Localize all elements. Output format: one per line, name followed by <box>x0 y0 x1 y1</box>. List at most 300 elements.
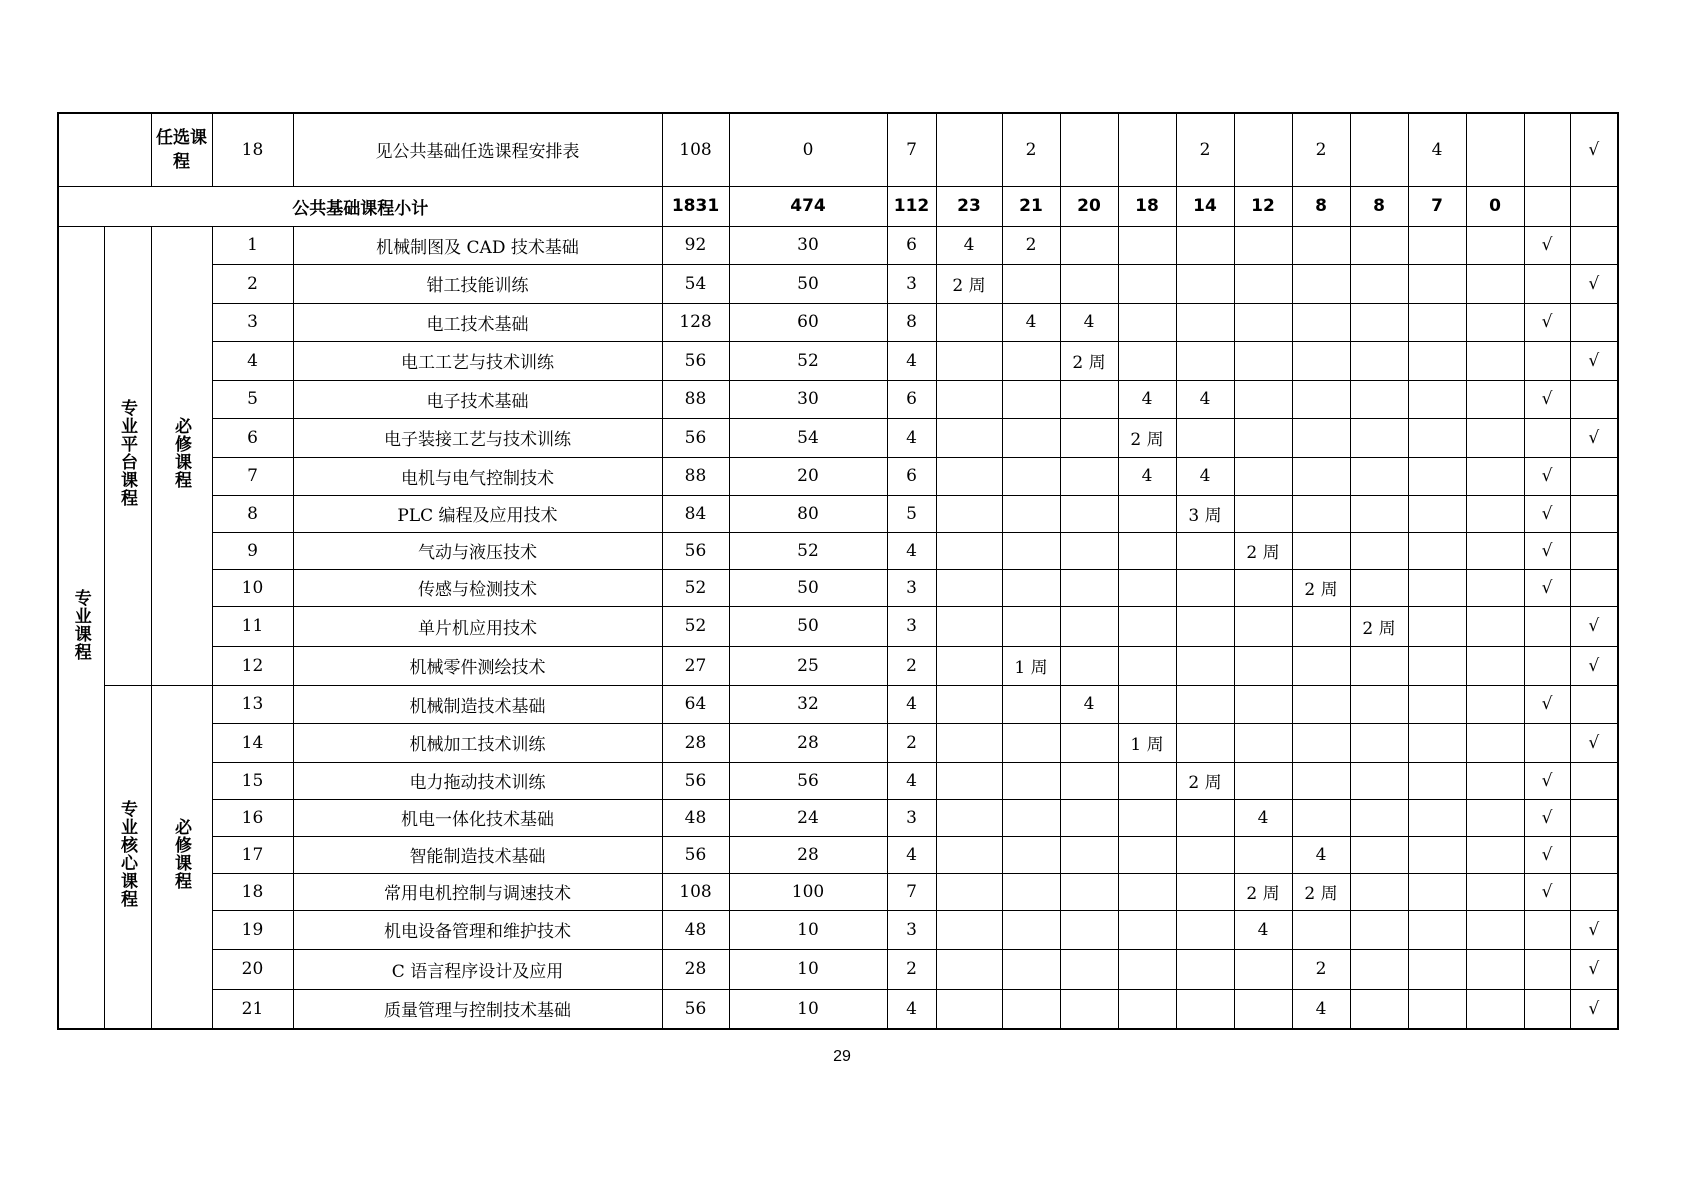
value-cell <box>1292 723 1350 762</box>
value-cell <box>1466 303 1524 341</box>
value-cell <box>1570 685 1618 723</box>
value-cell: 52 <box>662 569 729 606</box>
empty-cell <box>58 113 151 186</box>
course-name: 传感与检测技术 <box>293 569 662 606</box>
value-cell <box>1118 341 1176 380</box>
value-cell: 2 <box>887 949 936 989</box>
value-cell <box>1524 606 1570 646</box>
value-cell <box>936 799 1002 836</box>
course-no: 15 <box>212 762 293 799</box>
course-name: 电力拖动技术训练 <box>293 762 662 799</box>
value-cell <box>1350 264 1408 303</box>
value-cell: √ <box>1570 989 1618 1029</box>
value-cell <box>1524 723 1570 762</box>
value-cell: 84 <box>662 495 729 532</box>
value-cell <box>1350 989 1408 1029</box>
course-name: 单片机应用技术 <box>293 606 662 646</box>
value-cell: √ <box>1524 685 1570 723</box>
value-cell <box>936 949 1002 989</box>
value-cell <box>1118 226 1176 264</box>
value-cell: 20 <box>729 457 887 495</box>
elective-row <box>58 113 1618 186</box>
value-cell <box>1234 264 1292 303</box>
value-cell: 4 <box>1060 685 1118 723</box>
value-cell: 474 <box>729 186 887 226</box>
value-cell <box>1408 910 1466 949</box>
value-cell <box>1002 723 1060 762</box>
value-cell: 4 <box>887 685 936 723</box>
value-cell: 24 <box>729 799 887 836</box>
value-cell: √ <box>1570 606 1618 646</box>
value-cell <box>1292 495 1350 532</box>
value-cell <box>1002 495 1060 532</box>
table-row <box>58 226 1618 264</box>
value-cell: 7 <box>1408 186 1466 226</box>
value-cell: 4 <box>936 226 1002 264</box>
value-cell <box>1466 226 1524 264</box>
value-cell: 4 <box>1234 910 1292 949</box>
course-name: 机电一体化技术基础 <box>293 799 662 836</box>
value-cell <box>1176 799 1234 836</box>
value-cell <box>1350 799 1408 836</box>
value-cell <box>1060 762 1118 799</box>
value-cell <box>1350 341 1408 380</box>
value-cell <box>1234 836 1292 873</box>
value-cell <box>1350 949 1408 989</box>
value-cell: 4 <box>887 418 936 457</box>
value-cell: √ <box>1524 569 1570 606</box>
group-type-text: 必修课程 <box>171 417 191 489</box>
value-cell <box>1118 606 1176 646</box>
course-name: 机械加工技术训练 <box>293 723 662 762</box>
value-cell <box>1176 532 1234 569</box>
value-cell <box>1350 303 1408 341</box>
course-name: 见公共基础任选课程安排表 <box>293 113 662 186</box>
value-cell <box>1176 606 1234 646</box>
value-cell <box>1408 303 1466 341</box>
value-cell <box>1292 418 1350 457</box>
value-cell <box>936 762 1002 799</box>
value-cell: 2 <box>1292 949 1350 989</box>
value-cell: 2 周 <box>1292 569 1350 606</box>
value-cell <box>1002 989 1060 1029</box>
value-cell <box>1570 569 1618 606</box>
value-cell: 2 周 <box>1176 762 1234 799</box>
value-cell <box>1292 910 1350 949</box>
value-cell: 4 <box>887 532 936 569</box>
value-cell <box>1524 186 1570 226</box>
table-row <box>58 532 1618 569</box>
value-cell <box>1002 569 1060 606</box>
value-cell: 56 <box>662 341 729 380</box>
value-cell <box>1570 186 1618 226</box>
value-cell: 4 <box>1292 836 1350 873</box>
value-cell <box>1234 303 1292 341</box>
value-cell: 2 <box>1292 113 1350 186</box>
value-cell <box>1466 532 1524 569</box>
course-no: 20 <box>212 949 293 989</box>
value-cell: 3 <box>887 910 936 949</box>
value-cell: 48 <box>662 799 729 836</box>
value-cell <box>1118 303 1176 341</box>
value-cell <box>1524 264 1570 303</box>
value-cell: 7 <box>887 873 936 910</box>
section-label-text: 专业课程 <box>70 588 91 661</box>
value-cell: 20 <box>1060 186 1118 226</box>
value-cell <box>1234 380 1292 418</box>
value-cell <box>1176 723 1234 762</box>
page-number: 29 <box>833 1048 851 1065</box>
value-cell: 3 <box>887 569 936 606</box>
value-cell: 10 <box>729 910 887 949</box>
value-cell <box>1408 606 1466 646</box>
value-cell <box>1118 532 1176 569</box>
group-name <box>104 226 151 685</box>
value-cell <box>1350 226 1408 264</box>
value-cell: √ <box>1570 723 1618 762</box>
value-cell: √ <box>1570 949 1618 989</box>
value-cell <box>1002 457 1060 495</box>
value-cell <box>1118 836 1176 873</box>
value-cell <box>1002 910 1060 949</box>
value-cell: 52 <box>729 532 887 569</box>
value-cell <box>1292 341 1350 380</box>
value-cell <box>1570 836 1618 873</box>
course-name: 智能制造技术基础 <box>293 836 662 873</box>
value-cell <box>1466 264 1524 303</box>
value-cell: √ <box>1524 532 1570 569</box>
value-cell <box>1350 910 1408 949</box>
value-cell <box>1350 495 1408 532</box>
value-cell <box>1350 380 1408 418</box>
value-cell: 28 <box>729 836 887 873</box>
value-cell: √ <box>1524 762 1570 799</box>
value-cell: √ <box>1570 418 1618 457</box>
value-cell: 2 <box>1002 226 1060 264</box>
course-no: 14 <box>212 723 293 762</box>
table-row <box>58 569 1618 606</box>
value-cell <box>1350 457 1408 495</box>
value-cell: √ <box>1524 836 1570 873</box>
value-cell <box>1176 418 1234 457</box>
course-name: 钳工技能训练 <box>293 264 662 303</box>
value-cell <box>936 646 1002 685</box>
value-cell <box>1060 418 1118 457</box>
course-name: PLC 编程及应用技术 <box>293 495 662 532</box>
value-cell <box>1118 685 1176 723</box>
value-cell <box>1350 646 1408 685</box>
value-cell <box>1118 762 1176 799</box>
value-cell: √ <box>1570 646 1618 685</box>
table-row <box>58 264 1618 303</box>
value-cell <box>1350 762 1408 799</box>
value-cell <box>1060 380 1118 418</box>
value-cell <box>1292 264 1350 303</box>
value-cell: 4 <box>1408 113 1466 186</box>
value-cell: √ <box>1524 873 1570 910</box>
value-cell: 52 <box>662 606 729 646</box>
value-cell: √ <box>1524 457 1570 495</box>
course-no: 11 <box>212 606 293 646</box>
value-cell: 3 周 <box>1176 495 1234 532</box>
table-row <box>58 799 1618 836</box>
course-no: 3 <box>212 303 293 341</box>
value-cell <box>1570 873 1618 910</box>
value-cell <box>1234 949 1292 989</box>
value-cell: 92 <box>662 226 729 264</box>
course-name: C 语言程序设计及应用 <box>293 949 662 989</box>
value-cell <box>1002 380 1060 418</box>
value-cell: 4 <box>1118 457 1176 495</box>
value-cell <box>1350 113 1408 186</box>
value-cell <box>1350 569 1408 606</box>
value-cell <box>1060 949 1118 989</box>
value-cell <box>1292 380 1350 418</box>
value-cell <box>1176 989 1234 1029</box>
value-cell <box>1466 685 1524 723</box>
value-cell <box>1060 989 1118 1029</box>
subtotal-row <box>58 186 1618 226</box>
value-cell: 4 <box>1118 380 1176 418</box>
value-cell <box>936 606 1002 646</box>
value-cell: 23 <box>936 186 1002 226</box>
value-cell: √ <box>1570 341 1618 380</box>
value-cell: 88 <box>662 380 729 418</box>
course-no: 19 <box>212 910 293 949</box>
value-cell <box>1408 949 1466 989</box>
course-no: 5 <box>212 380 293 418</box>
value-cell: 2 周 <box>1118 418 1176 457</box>
value-cell <box>936 303 1002 341</box>
value-cell <box>1408 532 1466 569</box>
value-cell: 4 <box>887 989 936 1029</box>
value-cell: 5 <box>887 495 936 532</box>
value-cell: √ <box>1570 910 1618 949</box>
value-cell <box>1350 723 1408 762</box>
value-cell <box>936 910 1002 949</box>
value-cell: 3 <box>887 799 936 836</box>
value-cell <box>1118 495 1176 532</box>
value-cell: 14 <box>1176 186 1234 226</box>
value-cell: 4 <box>1060 303 1118 341</box>
value-cell: 2 周 <box>1234 873 1292 910</box>
value-cell <box>1408 723 1466 762</box>
value-cell <box>1570 799 1618 836</box>
value-cell: 2 周 <box>1350 606 1408 646</box>
value-cell <box>1060 532 1118 569</box>
value-cell <box>1060 910 1118 949</box>
value-cell <box>1408 341 1466 380</box>
value-cell: 2 <box>887 646 936 685</box>
table-row <box>58 457 1618 495</box>
value-cell <box>1570 457 1618 495</box>
value-cell <box>1176 569 1234 606</box>
value-cell <box>1002 836 1060 873</box>
value-cell: 108 <box>662 873 729 910</box>
subtotal-label: 公共基础课程小计 <box>58 186 662 226</box>
value-cell <box>1002 873 1060 910</box>
elective-category: 任选课程 <box>151 113 212 186</box>
value-cell: 6 <box>887 380 936 418</box>
value-cell <box>1176 685 1234 723</box>
value-cell <box>1570 532 1618 569</box>
value-cell: 2 周 <box>1060 341 1118 380</box>
value-cell <box>1466 873 1524 910</box>
table-row <box>58 685 1618 723</box>
value-cell <box>1234 646 1292 685</box>
group-name-text: 专业平台课程 <box>117 399 137 507</box>
value-cell <box>1060 646 1118 685</box>
course-name: 电子装接工艺与技术训练 <box>293 418 662 457</box>
course-name: 电子技术基础 <box>293 380 662 418</box>
course-name: 质量管理与控制技术基础 <box>293 989 662 1029</box>
course-no: 12 <box>212 646 293 685</box>
value-cell <box>1524 910 1570 949</box>
value-cell: 4 <box>887 762 936 799</box>
value-cell <box>1234 606 1292 646</box>
value-cell <box>1002 799 1060 836</box>
value-cell: √ <box>1524 226 1570 264</box>
group-name <box>104 685 151 1029</box>
course-name: 气动与液压技术 <box>293 532 662 569</box>
value-cell: 56 <box>662 762 729 799</box>
value-cell <box>1466 723 1524 762</box>
table-row <box>58 989 1618 1029</box>
value-cell <box>1002 532 1060 569</box>
value-cell: 30 <box>729 226 887 264</box>
value-cell <box>1292 646 1350 685</box>
value-cell <box>1408 226 1466 264</box>
value-cell <box>1060 873 1118 910</box>
value-cell <box>1466 113 1524 186</box>
value-cell <box>1350 532 1408 569</box>
course-no: 16 <box>212 799 293 836</box>
value-cell <box>1002 341 1060 380</box>
course-no: 10 <box>212 569 293 606</box>
value-cell <box>1524 341 1570 380</box>
value-cell <box>1060 606 1118 646</box>
value-cell <box>1408 569 1466 606</box>
table-row <box>58 380 1618 418</box>
course-name: 机电设备管理和维护技术 <box>293 910 662 949</box>
value-cell <box>1176 836 1234 873</box>
value-cell: 54 <box>662 264 729 303</box>
value-cell: 3 <box>887 606 936 646</box>
course-name: 机械制造技术基础 <box>293 685 662 723</box>
value-cell: 56 <box>662 989 729 1029</box>
table-row <box>58 910 1618 949</box>
value-cell: 52 <box>729 341 887 380</box>
value-cell <box>936 569 1002 606</box>
value-cell: 56 <box>662 836 729 873</box>
value-cell: 2 周 <box>1292 873 1350 910</box>
value-cell <box>1408 495 1466 532</box>
value-cell <box>1176 341 1234 380</box>
value-cell: √ <box>1524 495 1570 532</box>
value-cell: 1831 <box>662 186 729 226</box>
course-no: 13 <box>212 685 293 723</box>
value-cell <box>1524 989 1570 1029</box>
value-cell: 50 <box>729 569 887 606</box>
value-cell <box>1466 646 1524 685</box>
value-cell <box>1234 569 1292 606</box>
value-cell <box>1408 457 1466 495</box>
table-row <box>58 341 1618 380</box>
value-cell <box>1292 303 1350 341</box>
value-cell: 3 <box>887 264 936 303</box>
value-cell: 0 <box>729 113 887 186</box>
value-cell: 2 周 <box>1234 532 1292 569</box>
value-cell <box>1234 685 1292 723</box>
value-cell: 28 <box>662 949 729 989</box>
table-body <box>58 113 1618 1029</box>
value-cell <box>1060 799 1118 836</box>
value-cell: 0 <box>1466 186 1524 226</box>
value-cell <box>1176 873 1234 910</box>
course-no: 8 <box>212 495 293 532</box>
value-cell: √ <box>1570 264 1618 303</box>
value-cell <box>1060 569 1118 606</box>
value-cell <box>1292 226 1350 264</box>
value-cell <box>1118 910 1176 949</box>
value-cell <box>936 873 1002 910</box>
value-cell <box>1466 836 1524 873</box>
course-no: 4 <box>212 341 293 380</box>
value-cell <box>1292 532 1350 569</box>
value-cell <box>1350 873 1408 910</box>
value-cell: 108 <box>662 113 729 186</box>
value-cell <box>1002 418 1060 457</box>
value-cell <box>1408 989 1466 1029</box>
course-no: 18 <box>212 873 293 910</box>
value-cell: 56 <box>662 532 729 569</box>
curriculum-table <box>57 112 1619 1030</box>
group-type <box>151 685 212 1029</box>
value-cell <box>1350 685 1408 723</box>
value-cell: √ <box>1524 799 1570 836</box>
value-cell <box>1060 457 1118 495</box>
value-cell <box>1524 113 1570 186</box>
table-row <box>58 606 1618 646</box>
value-cell <box>1118 264 1176 303</box>
section-label <box>58 226 104 1029</box>
value-cell <box>1002 685 1060 723</box>
value-cell: 4 <box>1002 303 1060 341</box>
course-name: 电工技术基础 <box>293 303 662 341</box>
value-cell: 8 <box>1292 186 1350 226</box>
group-type-text: 必修课程 <box>171 818 191 891</box>
value-cell <box>1060 495 1118 532</box>
value-cell <box>936 989 1002 1029</box>
value-cell <box>1466 949 1524 989</box>
group-type <box>151 226 212 685</box>
value-cell <box>1466 418 1524 457</box>
value-cell <box>1466 569 1524 606</box>
value-cell: 2 <box>1176 113 1234 186</box>
value-cell: 8 <box>1350 186 1408 226</box>
value-cell: 50 <box>729 606 887 646</box>
group-name-text: 专业核心课程 <box>117 800 137 909</box>
value-cell: 21 <box>1002 186 1060 226</box>
value-cell <box>1466 989 1524 1029</box>
value-cell <box>1234 113 1292 186</box>
value-cell: 56 <box>662 418 729 457</box>
value-cell <box>1118 799 1176 836</box>
table-row <box>58 949 1618 989</box>
course-name: 常用电机控制与调速技术 <box>293 873 662 910</box>
value-cell <box>1234 457 1292 495</box>
value-cell <box>1570 226 1618 264</box>
